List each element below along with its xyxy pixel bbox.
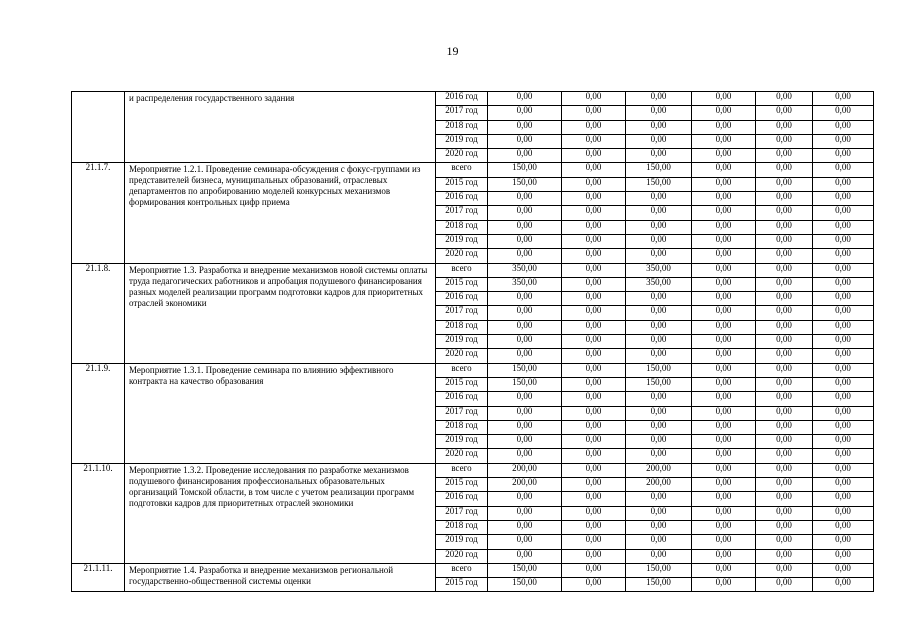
period-cell: 2017 год [436,406,488,420]
value-cell: 0,00 [626,349,692,363]
value-cell: 350,00 [488,263,562,277]
value-cell: 0,00 [562,406,626,420]
value-cell: 0,00 [626,492,692,506]
value-cell: 0,00 [562,506,626,520]
period-cell: 2018 год [436,420,488,434]
value-cell: 0,00 [692,406,756,420]
value-cell: 0,00 [562,149,626,163]
value-cell: 350,00 [626,263,692,277]
item-number: 21.1.10. [72,463,125,563]
value-cell: 0,00 [562,578,626,592]
value-cell: 0,00 [813,120,874,134]
value-cell: 0,00 [488,535,562,549]
table-row [72,463,874,477]
value-cell: 0,00 [626,392,692,406]
value-cell: 0,00 [562,463,626,477]
value-cell: 0,00 [488,120,562,134]
value-cell: 0,00 [626,120,692,134]
value-cell: 0,00 [692,106,756,120]
period-cell: 2020 год [436,549,488,563]
value-cell: 0,00 [813,277,874,291]
period-cell: 2015 год [436,377,488,391]
value-cell: 0,00 [813,478,874,492]
table-row [72,563,874,577]
value-cell: 0,00 [756,249,813,263]
value-cell: 0,00 [813,563,874,577]
value-cell: 0,00 [562,306,626,320]
period-cell: 2017 год [436,506,488,520]
value-cell: 0,00 [562,206,626,220]
period-cell: 2018 год [436,120,488,134]
value-cell: 0,00 [756,463,813,477]
value-cell: 0,00 [813,406,874,420]
value-cell: 0,00 [692,420,756,434]
value-cell: 0,00 [756,149,813,163]
value-cell: 0,00 [756,134,813,148]
value-cell: 150,00 [626,563,692,577]
period-cell: 2020 год [436,449,488,463]
table-row [72,363,874,377]
value-cell: 0,00 [756,277,813,291]
value-cell: 350,00 [488,277,562,291]
value-cell: 0,00 [692,506,756,520]
value-cell: 0,00 [562,520,626,534]
value-cell: 0,00 [756,220,813,234]
item-number: 21.1.11. [72,563,125,592]
value-cell: 0,00 [488,406,562,420]
period-cell: 2020 год [436,249,488,263]
value-cell: 0,00 [756,163,813,177]
value-cell: 0,00 [756,263,813,277]
value-cell: 0,00 [562,392,626,406]
value-cell: 0,00 [626,234,692,248]
value-cell: 0,00 [692,263,756,277]
value-cell: 0,00 [562,563,626,577]
item-description: Мероприятие 1.3. Разработка и внедрение механизмов новой системы оплаты труда педагогических работников и апробация подушевого финансирования разных моделей реализации программ подготовки кадров для приоритетных отраслей экономики [125,263,436,363]
value-cell: 0,00 [756,563,813,577]
item-description: и распределения государственного задания [125,92,436,163]
value-cell: 0,00 [692,563,756,577]
value-cell: 0,00 [692,392,756,406]
value-cell: 0,00 [813,335,874,349]
period-cell: всего [436,463,488,477]
value-cell: 0,00 [562,363,626,377]
value-cell: 0,00 [562,292,626,306]
value-cell: 0,00 [626,149,692,163]
value-cell: 0,00 [692,220,756,234]
value-cell: 0,00 [813,249,874,263]
value-cell: 0,00 [626,292,692,306]
value-cell: 0,00 [692,292,756,306]
value-cell: 0,00 [488,320,562,334]
value-cell: 0,00 [626,549,692,563]
value-cell: 0,00 [562,549,626,563]
value-cell: 0,00 [813,220,874,234]
value-cell: 0,00 [562,377,626,391]
value-cell: 0,00 [488,206,562,220]
value-cell: 0,00 [488,149,562,163]
value-cell: 0,00 [488,449,562,463]
table-row [72,263,874,277]
value-cell: 0,00 [813,535,874,549]
value-cell: 0,00 [562,192,626,206]
item-number: 21.1.9. [72,363,125,463]
value-cell: 0,00 [756,478,813,492]
period-cell: 2019 год [436,435,488,449]
value-cell: 0,00 [692,478,756,492]
value-cell: 0,00 [692,134,756,148]
period-cell: всего [436,363,488,377]
value-cell: 0,00 [562,349,626,363]
value-cell: 0,00 [626,520,692,534]
value-cell: 0,00 [488,506,562,520]
value-cell: 0,00 [562,92,626,106]
period-cell: 2015 год [436,578,488,592]
value-cell: 0,00 [813,92,874,106]
value-cell: 0,00 [692,249,756,263]
value-cell: 0,00 [692,377,756,391]
value-cell: 0,00 [756,549,813,563]
value-cell: 150,00 [488,563,562,577]
page-number: 19 [446,44,459,58]
period-cell: 2019 год [436,335,488,349]
value-cell: 0,00 [562,492,626,506]
value-cell: 0,00 [562,277,626,291]
period-cell: 2016 год [436,292,488,306]
value-cell: 0,00 [813,392,874,406]
value-cell: 0,00 [756,449,813,463]
value-cell: 0,00 [692,463,756,477]
item-number [72,92,125,163]
value-cell: 0,00 [813,349,874,363]
value-cell: 0,00 [692,320,756,334]
value-cell: 0,00 [756,406,813,420]
value-cell: 0,00 [813,134,874,148]
value-cell: 0,00 [813,463,874,477]
value-cell: 350,00 [626,277,692,291]
value-cell: 0,00 [488,420,562,434]
value-cell: 0,00 [562,420,626,434]
value-cell: 150,00 [488,578,562,592]
value-cell: 0,00 [756,420,813,434]
item-description: Мероприятие 1.3.1. Проведение семинара по влиянию эффективного контракта на качество образования [125,363,436,463]
value-cell: 0,00 [488,220,562,234]
value-cell: 0,00 [488,549,562,563]
value-cell: 0,00 [813,206,874,220]
value-cell: 0,00 [562,335,626,349]
value-cell: 150,00 [626,578,692,592]
value-cell: 0,00 [692,120,756,134]
value-cell: 0,00 [488,335,562,349]
value-cell: 200,00 [488,463,562,477]
value-cell: 0,00 [626,206,692,220]
value-cell: 0,00 [626,134,692,148]
value-cell: 0,00 [813,506,874,520]
value-cell: 0,00 [813,292,874,306]
value-cell: 0,00 [756,392,813,406]
value-cell: 0,00 [813,320,874,334]
period-cell: 2019 год [436,234,488,248]
value-cell: 0,00 [756,349,813,363]
value-cell: 0,00 [692,149,756,163]
value-cell: 0,00 [626,106,692,120]
period-cell: 2020 год [436,349,488,363]
value-cell: 0,00 [562,263,626,277]
value-cell: 0,00 [756,292,813,306]
value-cell: 0,00 [756,363,813,377]
table-body [72,92,874,592]
value-cell: 0,00 [813,520,874,534]
period-cell: 2019 год [436,535,488,549]
value-cell: 0,00 [488,106,562,120]
period-cell: 2015 год [436,277,488,291]
value-cell: 0,00 [692,363,756,377]
value-cell: 0,00 [562,163,626,177]
value-cell: 0,00 [692,535,756,549]
period-cell: всего [436,163,488,177]
value-cell: 0,00 [626,406,692,420]
period-cell: 2017 год [436,306,488,320]
item-number: 21.1.8. [72,263,125,363]
value-cell: 0,00 [756,435,813,449]
value-cell: 0,00 [756,506,813,520]
value-cell: 0,00 [626,249,692,263]
value-cell: 0,00 [626,306,692,320]
value-cell: 0,00 [813,234,874,248]
value-cell: 200,00 [626,478,692,492]
period-cell: 2020 год [436,149,488,163]
value-cell: 0,00 [488,134,562,148]
value-cell: 0,00 [813,549,874,563]
period-cell: 2016 год [436,492,488,506]
item-description: Мероприятие 1.4. Разработка и внедрение механизмов региональной государственно-общественной системы оценки [125,563,436,592]
value-cell: 0,00 [756,206,813,220]
value-cell: 0,00 [813,377,874,391]
value-cell: 0,00 [756,377,813,391]
value-cell: 0,00 [813,149,874,163]
item-number: 21.1.7. [72,163,125,263]
value-cell: 0,00 [692,449,756,463]
value-cell: 0,00 [562,320,626,334]
period-cell: 2018 год [436,220,488,234]
value-cell: 0,00 [813,306,874,320]
period-cell: 2017 год [436,106,488,120]
period-cell: 2016 год [436,92,488,106]
value-cell: 0,00 [488,249,562,263]
value-cell: 0,00 [756,192,813,206]
value-cell: 0,00 [626,335,692,349]
value-cell: 0,00 [692,234,756,248]
value-cell: 150,00 [488,363,562,377]
value-cell: 0,00 [626,435,692,449]
value-cell: 0,00 [562,535,626,549]
value-cell: 0,00 [813,192,874,206]
value-cell: 0,00 [756,578,813,592]
value-cell: 0,00 [626,92,692,106]
value-cell: 0,00 [562,120,626,134]
value-cell: 0,00 [562,478,626,492]
value-cell: 0,00 [813,420,874,434]
value-cell: 0,00 [626,449,692,463]
value-cell: 0,00 [813,578,874,592]
value-cell: 0,00 [488,234,562,248]
value-cell: 0,00 [692,492,756,506]
value-cell: 150,00 [488,177,562,191]
period-cell: 2018 год [436,520,488,534]
value-cell: 0,00 [562,234,626,248]
value-cell: 0,00 [488,435,562,449]
budget-table [71,91,874,592]
value-cell: 0,00 [562,106,626,120]
value-cell: 0,00 [692,335,756,349]
value-cell: 0,00 [488,392,562,406]
value-cell: 0,00 [488,520,562,534]
value-cell: 150,00 [488,377,562,391]
value-cell: 0,00 [756,535,813,549]
value-cell: 0,00 [692,192,756,206]
value-cell: 200,00 [488,478,562,492]
value-cell: 0,00 [756,92,813,106]
value-cell: 0,00 [626,220,692,234]
item-description: Мероприятие 1.3.2. Проведение исследования по разработке механизмов подушевого финансирования профессиональных образовательных организаций Томской области, в том числе с учетом реализации программ подготовки кадров для приоритетных отраслей экономики [125,463,436,563]
period-cell: 2018 год [436,320,488,334]
value-cell: 0,00 [626,535,692,549]
value-cell: 0,00 [756,306,813,320]
value-cell: 0,00 [813,263,874,277]
value-cell: 0,00 [692,578,756,592]
period-cell: 2015 год [436,177,488,191]
value-cell: 0,00 [756,234,813,248]
period-cell: 2015 год [436,478,488,492]
value-cell: 0,00 [562,435,626,449]
value-cell: 0,00 [562,449,626,463]
value-cell: 0,00 [562,220,626,234]
value-cell: 0,00 [813,435,874,449]
value-cell: 0,00 [813,106,874,120]
value-cell: 0,00 [692,177,756,191]
value-cell: 150,00 [626,363,692,377]
value-cell: 0,00 [488,306,562,320]
value-cell: 0,00 [813,177,874,191]
value-cell: 0,00 [756,120,813,134]
value-cell: 0,00 [692,92,756,106]
value-cell: 0,00 [488,192,562,206]
table-row [72,163,874,177]
value-cell: 150,00 [626,377,692,391]
value-cell: 0,00 [813,492,874,506]
value-cell: 0,00 [756,320,813,334]
value-cell: 0,00 [756,106,813,120]
value-cell: 0,00 [692,435,756,449]
value-cell: 0,00 [562,134,626,148]
period-cell: 2016 год [436,192,488,206]
period-cell: 2019 год [436,134,488,148]
value-cell: 0,00 [488,92,562,106]
value-cell: 0,00 [488,492,562,506]
period-cell: 2016 год [436,392,488,406]
value-cell: 0,00 [562,249,626,263]
value-cell: 0,00 [692,349,756,363]
value-cell: 0,00 [626,192,692,206]
value-cell: 0,00 [626,320,692,334]
value-cell: 0,00 [813,449,874,463]
value-cell: 0,00 [813,163,874,177]
value-cell: 0,00 [692,163,756,177]
value-cell: 200,00 [626,463,692,477]
value-cell: 0,00 [692,277,756,291]
period-cell: 2017 год [436,206,488,220]
value-cell: 0,00 [626,420,692,434]
value-cell: 0,00 [562,177,626,191]
value-cell: 0,00 [756,335,813,349]
value-cell: 150,00 [488,163,562,177]
value-cell: 0,00 [626,506,692,520]
value-cell: 0,00 [756,177,813,191]
value-cell: 0,00 [813,363,874,377]
value-cell: 0,00 [692,306,756,320]
value-cell: 150,00 [626,163,692,177]
value-cell: 0,00 [488,349,562,363]
value-cell: 0,00 [692,549,756,563]
value-cell: 0,00 [488,292,562,306]
value-cell: 0,00 [756,520,813,534]
value-cell: 0,00 [756,492,813,506]
table-row [72,92,874,106]
value-cell: 150,00 [626,177,692,191]
period-cell: всего [436,563,488,577]
value-cell: 0,00 [692,206,756,220]
value-cell: 0,00 [692,520,756,534]
period-cell: всего [436,263,488,277]
item-description: Мероприятие 1.2.1. Проведение семинара-обсуждения с фокус-группами из представителей бизнеса, муниципальных образований, отраслевых департаментов по апробированию моделей конкурсных механизмов формирования контрольных цифр приема [125,163,436,263]
